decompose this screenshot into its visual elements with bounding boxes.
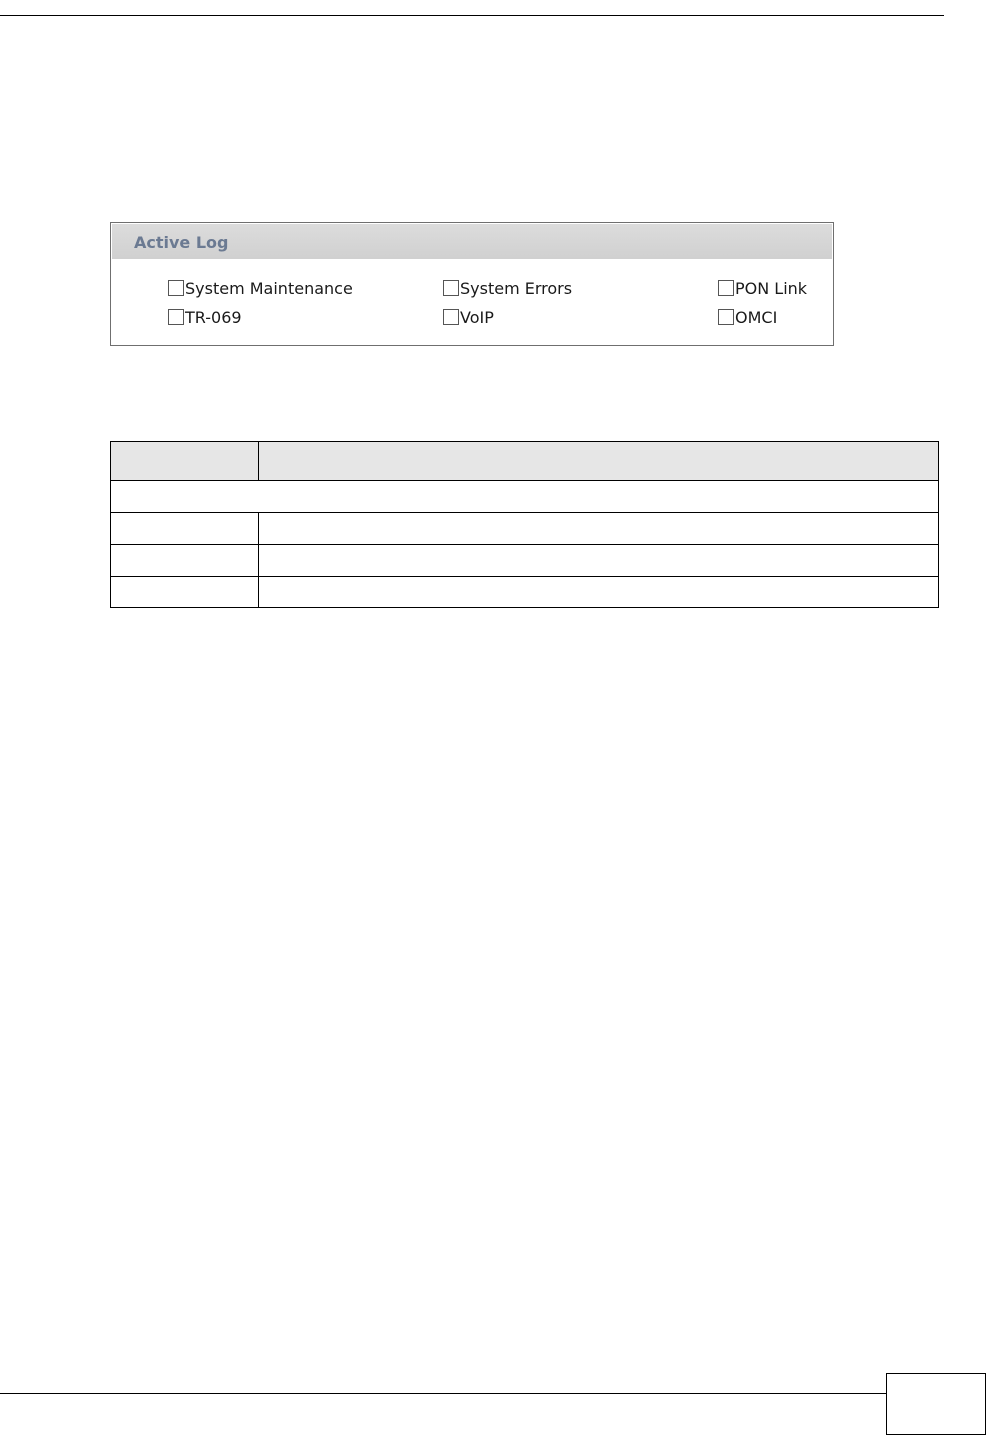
table-cell: [259, 513, 938, 544]
active-log-header: [112, 224, 832, 259]
pon-link-label: PON Link: [735, 278, 808, 298]
checkbox-box[interactable]: [718, 309, 734, 325]
field-description-table: [110, 441, 939, 608]
table-cell: [259, 545, 938, 576]
omci-label: OMCI: [735, 307, 778, 327]
table-row: [111, 545, 938, 577]
table-header-cell: [111, 442, 259, 480]
page-number-box: [886, 1373, 986, 1435]
tr069-checkbox[interactable]: [168, 307, 242, 327]
system-errors-label: System Errors: [460, 278, 573, 298]
table-row: [111, 577, 938, 607]
table-header-cell: [259, 442, 938, 480]
table-header-row: [111, 442, 938, 481]
voip-label: VoIP: [460, 307, 494, 327]
table-cell: [111, 577, 259, 607]
system-errors-checkbox[interactable]: [443, 278, 572, 298]
omci-checkbox[interactable]: [718, 307, 777, 327]
system-maintenance-label: System Maintenance: [185, 278, 353, 298]
active-log-title: Active Log: [134, 233, 229, 252]
system-maintenance-checkbox[interactable]: [168, 278, 353, 298]
table-row: [111, 513, 938, 545]
checkbox-box[interactable]: [443, 309, 459, 325]
voip-checkbox[interactable]: [443, 307, 494, 327]
table-cell: [111, 545, 259, 576]
tr069-label: TR-069: [185, 307, 242, 327]
table-section-row: [111, 481, 938, 513]
table-cell: [111, 513, 259, 544]
header-rule: [0, 15, 944, 16]
pon-link-checkbox[interactable]: [718, 278, 807, 298]
footer-rule: [0, 1393, 886, 1394]
checkbox-box[interactable]: [443, 280, 459, 296]
checkbox-box[interactable]: [168, 280, 184, 296]
table-cell: [259, 577, 938, 607]
checkbox-box[interactable]: [718, 280, 734, 296]
active-log-panel: [110, 222, 834, 346]
checkbox-box[interactable]: [168, 309, 184, 325]
